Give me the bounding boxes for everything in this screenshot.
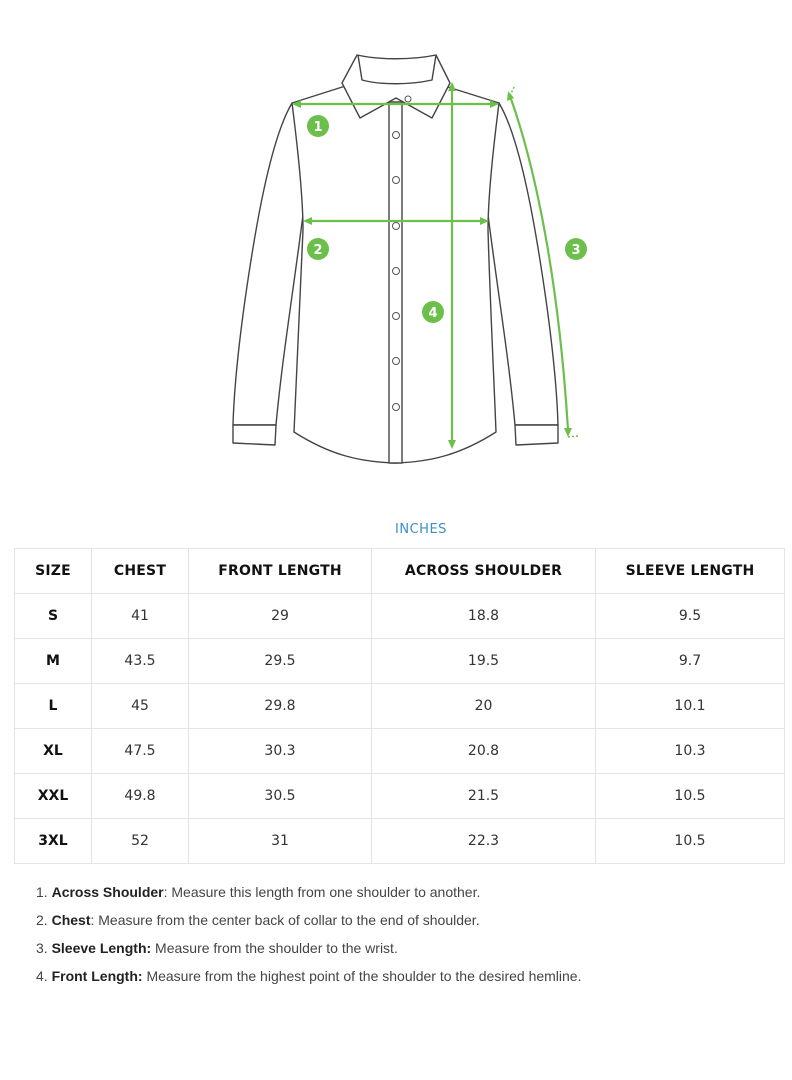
table-row (15, 594, 785, 639)
svg-text:3: 3 (571, 243, 581, 258)
size-cell: XL (15, 729, 92, 774)
across-shoulder-cell: 22.3 (372, 819, 596, 864)
front-length-cell: 29.5 (189, 639, 372, 684)
front-length-cell: 29 (189, 594, 372, 639)
right-cuff (515, 425, 558, 445)
note-item: 3. Sleeve Length: Measure from the shoulder to the wrist. (36, 940, 398, 956)
front-length-cell: 31 (189, 819, 372, 864)
across-shoulder-cell: 18.8 (372, 594, 596, 639)
shirt-button (393, 313, 400, 320)
note-text: Measure from the highest point of the shoulder to the desired hemline. (142, 968, 582, 984)
size-cell: S (15, 594, 92, 639)
across-shoulder-cell: 20 (372, 684, 596, 729)
note-text: : Measure this length from one shoulder to another. (163, 884, 481, 900)
header-across-shoulder: ACROSS SHOULDER (372, 549, 596, 594)
svg-text:2: 2 (313, 243, 323, 258)
front-length-cell: 29.8 (189, 684, 372, 729)
sleeve-length-cell: 10.1 (596, 684, 785, 729)
note-term: Sleeve Length: (51, 940, 152, 956)
header-sleeve-length: SLEEVE LENGTH (596, 549, 785, 594)
shirt-button (393, 177, 400, 184)
note-term: Front Length: (51, 968, 143, 984)
sleeve-length-cell: 9.7 (596, 639, 785, 684)
size-chart-table (14, 548, 785, 864)
svg-text:1: 1 (313, 120, 323, 135)
header-chest: CHEST (92, 549, 189, 594)
size-cell: 3XL (15, 819, 92, 864)
marker-1 (307, 115, 329, 137)
table-row (15, 729, 785, 774)
table-header-row (15, 549, 785, 594)
table-row (15, 684, 785, 729)
shirt-measurement-diagram (0, 0, 792, 500)
marker-4 (422, 301, 444, 323)
shirt-button (393, 404, 400, 411)
marker-2 (307, 238, 329, 260)
note-text: : Measure from the center back of collar to the end of shoulder. (90, 912, 480, 928)
sleeve-length-cell: 10.3 (596, 729, 785, 774)
collar-button (405, 96, 411, 102)
note-item: 2. Chest: Measure from the center back of collar to the end of shoulder. (36, 912, 480, 928)
left-sleeve (233, 103, 303, 425)
shirt-button (393, 223, 400, 230)
front-length-cell: 30.3 (189, 729, 372, 774)
sleeve-length-cell: 9.5 (596, 594, 785, 639)
table-row (15, 774, 785, 819)
sleeve-length-cell: 10.5 (596, 819, 785, 864)
size-cell: L (15, 684, 92, 729)
right-sleeve (488, 103, 558, 425)
note-text: Measure from the shoulder to the wrist. (151, 940, 398, 956)
front-length-cell: 30.5 (189, 774, 372, 819)
header-size: SIZE (15, 549, 92, 594)
note-term: Chest (51, 912, 91, 928)
chest-cell: 43.5 (92, 639, 189, 684)
across-shoulder-cell: 21.5 (372, 774, 596, 819)
chest-cell: 49.8 (92, 774, 189, 819)
measurement-notes (36, 880, 581, 992)
note-item: 1. Across Shoulder: Measure this length from one shoulder to another. (36, 884, 481, 900)
chest-cell: 52 (92, 819, 189, 864)
marker-3 (565, 238, 587, 260)
note-term: Across Shoulder (51, 884, 164, 900)
note-item: 4. Front Length: Measure from the highest point of the shoulder to the desired hemline. (36, 968, 582, 984)
across-shoulder-cell: 19.5 (372, 639, 596, 684)
shirt-button (393, 268, 400, 275)
chest-cell: 45 (92, 684, 189, 729)
table-row (15, 819, 785, 864)
table-row (15, 639, 785, 684)
across-shoulder-cell: 20.8 (372, 729, 596, 774)
left-cuff (233, 425, 276, 445)
size-cell: M (15, 639, 92, 684)
unit-label: INCHES (395, 522, 447, 537)
size-cell: XXL (15, 774, 92, 819)
chest-cell: 41 (92, 594, 189, 639)
header-front-length: FRONT LENGTH (189, 549, 372, 594)
chest-cell: 47.5 (92, 729, 189, 774)
shirt-button (393, 132, 400, 139)
sleeve-length-cell: 10.5 (596, 774, 785, 819)
shirt-button (393, 358, 400, 365)
svg-text:4: 4 (428, 306, 438, 321)
